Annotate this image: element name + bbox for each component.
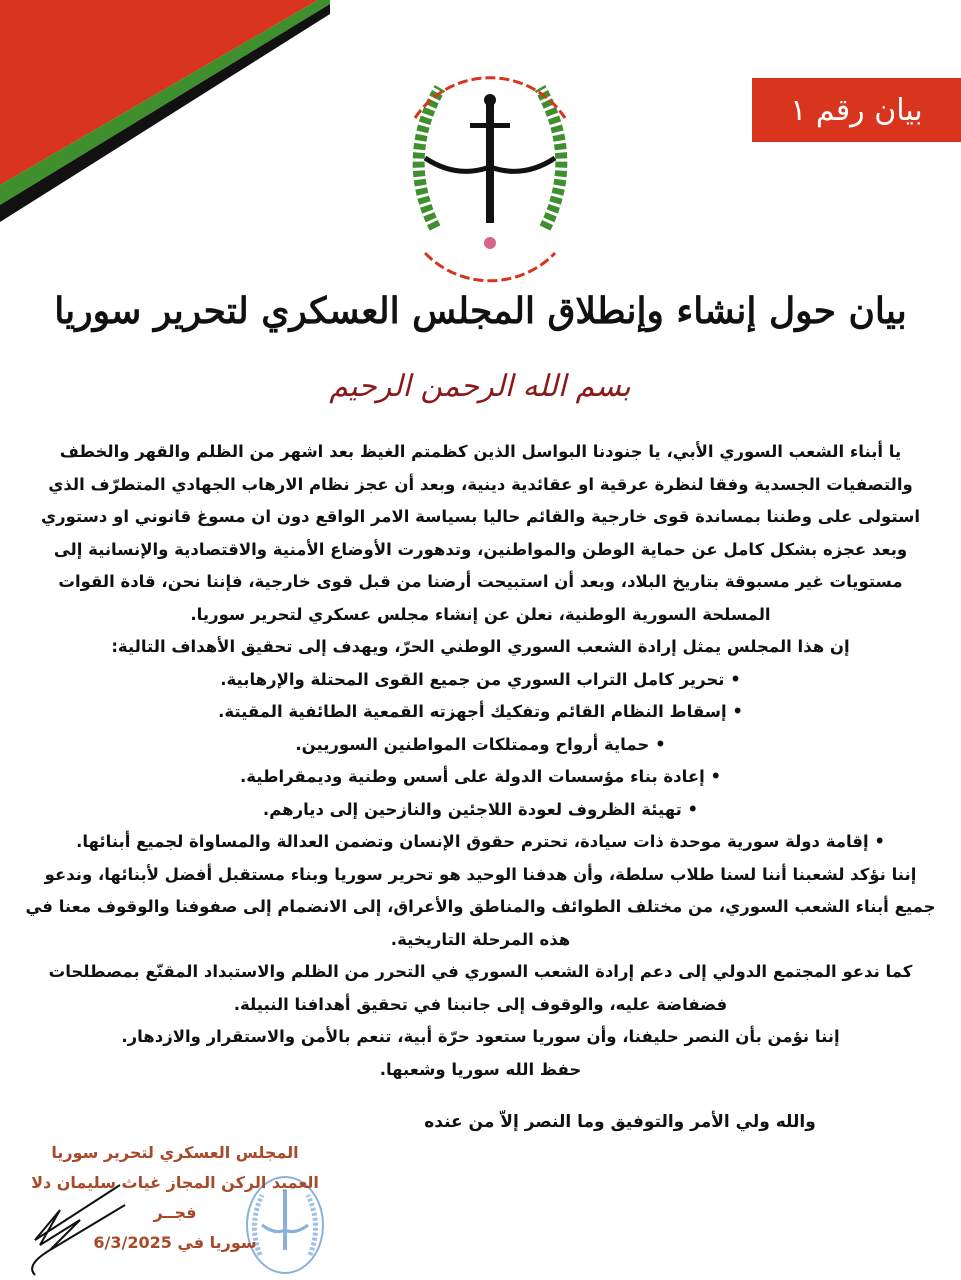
statement-body: [20, 436, 941, 1086]
signature-block: [0, 1138, 350, 1258]
body-line: مستويات غير مسبوقة بتاريخ البلاد، وبعد أن استبيحت أرضنا من قبل قوى خارجية، فإننا نحن، قادة القوات: [58, 572, 903, 591]
signature-nickname: فجــر: [153, 1203, 197, 1222]
signature-place-date: سوريا في 6/3/2025: [93, 1233, 257, 1252]
body-line: إننا نؤكد لشعبنا أننا لسنا طلاب سلطة، وأن هدفنا الوحيد هو تحرير سوريا وبناء مستقبل أفضل لأبنائها، وندعو: [44, 864, 917, 884]
body-line: هذه المرحلة التاريخية.: [390, 929, 571, 949]
body-line: إننا نؤمن بأن النصر حليفنا، وأن سوريا ستعود حرّة أبية، تنعم بالأمن والاستقرار والازدهار.: [121, 1027, 840, 1046]
signature-name: العميد الركن المجاز غياث سليمان دلا: [31, 1173, 319, 1192]
goal-bullet-item: • حماية أرواح وممتلكات المواطنين السوريين.: [295, 734, 666, 754]
body-line: حفظ الله سوريا وشعبها.: [379, 1059, 582, 1079]
goal-bullet-item: • تحرير كامل التراب السوري من جميع القوى المحتلة والإرهابية.: [220, 669, 741, 689]
body-line: إن هذا المجلس يمثل إرادة الشعب السوري الوطني الحرّ، ويهدف إلى تحقيق الأهداف التالية:: [111, 637, 850, 656]
goal-bullet-item: • إعادة بناء مؤسسات الدولة على أسس وطنية وديمقراطية.: [239, 767, 722, 786]
flag-corner-decoration: [0, 0, 330, 230]
body-line: استولى على وطننا بمساندة قوى خارجية والقائم حاليا بسياسة الامر الواقع دون ان مسوغ قانوني او دستوري: [40, 507, 921, 526]
statement-number-badge: بيان رقم ١: [752, 78, 961, 142]
body-line: كما ندعو المجتمع الدولي إلى دعم إرادة الشعب السوري في التحرر من الظلم والاستبداد المقنّع بمصطلحات: [48, 962, 913, 981]
signature-org: المجلس العسكري لتحرير سوريا: [51, 1143, 299, 1162]
body-line: المسلحة السورية الوطنية، نعلن عن إنشاء مجلس عسكري لتحرير سوريا.: [190, 604, 771, 624]
goal-bullet-item: • إسقاط النظام القائم وتفكيك أجهزته القمعية الطائفية المقيتة.: [218, 702, 743, 721]
page-title: بيان حول إنشاء وإنطلاق المجلس العسكري لتحرير سوريا: [54, 290, 907, 332]
bismillah-calligraphy: بسم الله الرحمن الرحيم: [329, 369, 631, 404]
council-emblem-logo: [395, 28, 585, 288]
goal-bullet-item: • إقامة دولة سورية موحدة ذات سيادة، تحترم حقوق الإنسان وتضمن العدالة والمساواة لجميع أبنائها.: [76, 832, 885, 851]
body-line: جميع أبناء الشعب السوري، من مختلف الطوائف والمناطق والأعراق، إلى الانضمام إلى صفوفنا والوقوف معنا في: [25, 897, 936, 916]
body-line: يا أبناء الشعب السوري الأبي، يا جنودنا البواسل الذين كظمتم الغيظ بعد اشهر من الظلم والقهر والخطف: [59, 442, 902, 461]
body-line: والتصفيات الجسدية وفقا لنظرة عرقية او عقائدية دينية، وبعد أن عجز نظام الارهاب الجهادي المتطرّف الذي: [48, 474, 913, 494]
body-line: فضفاضة عليه، والوقوف إلى جانبنا في تحقيق أهدافنا النبيلة.: [233, 994, 728, 1014]
body-line: وبعد عجزه بشكل كامل عن حماية الوطن والمواطنين، وتدهورت الأوضاع الأمنية والاقتصادية والإنسانية إلى: [53, 539, 908, 559]
closing-line: والله ولي الأمر والتوفيق وما النصر إلاّ من عنده: [424, 1112, 816, 1132]
goal-bullet-item: • تهيئة الظروف لعودة اللاجئين والنازحين إلى ديارهم.: [262, 799, 699, 819]
